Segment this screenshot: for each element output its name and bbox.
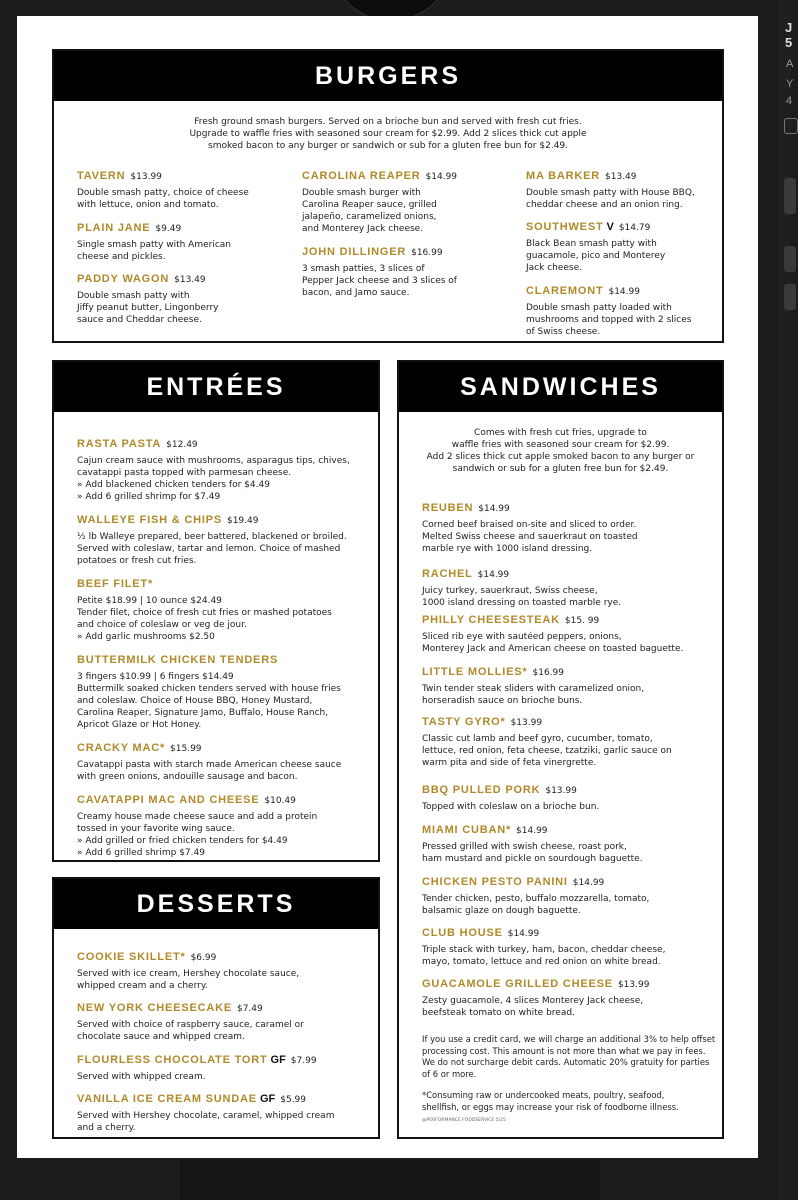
menu-item	[77, 998, 304, 1043]
item-description	[77, 455, 350, 503]
item-name: TAVERN	[77, 170, 126, 182]
description-line: Tender filet, choice of fresh cut fries or mashed potatoes	[77, 608, 332, 618]
bottom-shadow	[180, 1160, 600, 1200]
item-name: LITTLE MOLLIES*	[422, 666, 528, 678]
description-line: chocolate sauce and whipped cream.	[77, 1032, 245, 1042]
description-line: lettuce, red onion, feta cheese, tzatziki, garlic sauce on	[422, 746, 672, 756]
description-line: Double smash patty with House BBQ,	[526, 188, 695, 198]
description-line: Melted Swiss cheese and sauerkraut on toasted	[422, 532, 638, 542]
item-description	[526, 238, 665, 274]
description-line: Juicy turkey, sauerkraut, Swiss cheese,	[422, 586, 598, 596]
description-line: » Add blackened chicken tenders for $4.49	[77, 480, 270, 490]
description-line: and coleslaw. Choice of House BBQ, Honey Mustard,	[77, 696, 313, 706]
description-line: Double smash patty, choice of cheese	[77, 188, 249, 198]
item-price: $13.99	[617, 980, 650, 990]
item-price: $14.99	[516, 826, 548, 836]
description-line: Pressed grilled with swish cheese, roast pork,	[422, 842, 627, 852]
description-line: cheese and pickles.	[77, 252, 166, 262]
item-description	[526, 187, 695, 211]
item-description	[422, 733, 672, 769]
menu-item	[77, 434, 350, 503]
sandwiches-intro	[399, 427, 722, 475]
description-line: Served with whipped cream.	[77, 1072, 206, 1082]
item-name: PADDY WAGON	[77, 273, 170, 285]
description-line: Double smash patty loaded with	[526, 303, 672, 313]
side-button[interactable]	[784, 246, 796, 272]
item-heading	[77, 1050, 317, 1068]
description-line: 1000 island dressing on toasted marble rye.	[422, 598, 622, 608]
menu-item	[422, 712, 672, 769]
menu-item	[526, 217, 665, 274]
side-icon[interactable]	[784, 118, 798, 134]
description-line: guacamole, pico and Monterey	[526, 251, 666, 261]
description-line: Served with ice cream, Hershey chocolate sauce,	[77, 969, 300, 979]
item-price: $14.99	[572, 878, 605, 888]
item-name: NEW YORK CHEESECAKE	[77, 1002, 232, 1014]
entrees-section	[52, 360, 380, 862]
item-heading	[77, 947, 299, 965]
description-line: and a cherry.	[77, 1123, 136, 1133]
intro-line: smoked bacon to any burger or sandwich or sub for a gluten free bun for $2.49.	[208, 141, 568, 151]
description-line: Jack cheese.	[526, 263, 583, 273]
menu-page	[17, 16, 758, 1158]
description-line: cheddar cheese and an onion ring.	[526, 200, 683, 210]
item-heading	[77, 998, 304, 1016]
description-line: Buttermilk soaked chicken tenders served with house fries	[77, 684, 341, 694]
description-line: warm pita and side of feta vinergrette.	[422, 758, 597, 768]
menu-item	[422, 610, 683, 655]
description-line: Monterey Jack and American cheese on toasted baguette.	[422, 644, 684, 654]
item-name: SOUTHWEST	[526, 221, 604, 233]
item-description	[77, 1071, 317, 1083]
diet-mark: V	[606, 221, 614, 233]
item-description	[422, 683, 644, 707]
item-name: WALLEYE FISH & CHIPS	[77, 514, 222, 526]
item-description	[77, 595, 332, 643]
item-price: $14.99	[477, 570, 510, 580]
item-price: $14.79	[618, 223, 651, 233]
item-name: TASTY GYRO*	[422, 716, 506, 728]
description-line: with green onions, andouille sausage and bacon.	[77, 772, 298, 782]
item-description	[77, 1110, 334, 1134]
menu-item	[302, 166, 457, 235]
description-line: cavatappi pasta topped with parmesan cheese.	[77, 468, 292, 478]
raw-food-warning	[422, 1090, 679, 1113]
description-line: Single smash patty with American	[77, 240, 232, 250]
menu-item	[77, 269, 219, 326]
description-line: mushrooms and topped with 2 slices	[526, 315, 692, 325]
item-heading	[422, 780, 599, 798]
item-name: RACHEL	[422, 568, 473, 580]
item-price: $16.99	[411, 248, 443, 258]
description-line: ham mustard and pickle on sourdough baguette.	[422, 854, 643, 864]
description-line: beefsteak tomato on white bread.	[422, 1008, 575, 1018]
item-description	[77, 968, 299, 992]
description-line: potatoes or fresh cut fries.	[77, 556, 197, 566]
item-heading	[422, 498, 638, 516]
item-price: $15.99	[170, 744, 202, 754]
item-heading	[302, 166, 457, 184]
item-heading	[526, 281, 691, 299]
burgers-section	[52, 49, 724, 343]
side-button[interactable]	[784, 178, 796, 214]
item-price: $10.49	[264, 796, 296, 806]
credit-card-note	[422, 1034, 715, 1080]
item-heading	[302, 242, 457, 260]
item-name: PHILLY CHEESESTEAK	[422, 614, 560, 626]
item-price: $6.99	[190, 953, 217, 963]
item-description	[422, 631, 683, 655]
item-heading	[422, 820, 643, 838]
description-line: 3 smash patties, 3 slices of	[302, 264, 425, 274]
description-line: Topped with coleslaw on a brioche bun.	[422, 802, 600, 812]
item-description	[77, 759, 341, 783]
menu-item	[77, 790, 317, 859]
description-line: Sliced rib eye with sautéed peppers, onions,	[422, 632, 622, 642]
description-line: mayo, tomato, lettuce and red onion on white bread.	[422, 957, 661, 967]
item-description	[77, 671, 341, 731]
item-name: CAVATAPPI MAC AND CHEESE	[77, 794, 260, 806]
description-line: and Monterey Jack cheese.	[302, 224, 424, 234]
side-line: Y	[786, 78, 794, 90]
item-price: $13.99	[510, 718, 543, 728]
description-line: Cavatappi pasta with starch made American cheese sauce	[77, 760, 342, 770]
item-name: BUTTERMILK CHICKEN TENDERS	[77, 654, 279, 666]
item-description	[302, 263, 457, 299]
item-heading	[77, 1089, 334, 1107]
item-price: $14.99	[608, 287, 640, 297]
menu-item	[77, 947, 299, 992]
item-heading	[422, 564, 621, 582]
item-name: MIAMI CUBAN*	[422, 824, 512, 836]
note-line: *Consuming raw or undercooked meats, poultry, seafood,	[422, 1090, 665, 1100]
description-line: with lettuce, onion and tomato.	[77, 200, 219, 210]
description-line: Double smash patty with	[77, 291, 190, 301]
item-description	[77, 239, 231, 263]
note-line: shellfish, or eggs may increase your risk of foodborne illness.	[422, 1101, 679, 1112]
description-line: sauce and Cheddar cheese.	[77, 315, 202, 325]
menu-item	[526, 281, 691, 338]
description-line: » Add 6 grilled shrimp $7.49	[77, 848, 205, 858]
side-panel	[778, 0, 794, 1200]
item-price: $13.99	[545, 786, 577, 796]
item-price: $13.49	[174, 275, 206, 285]
description-line: balsamic glaze on dough baguette.	[422, 906, 581, 916]
item-price: $15. 99	[564, 616, 600, 626]
item-name: MA BARKER	[526, 170, 601, 182]
menu-item	[77, 510, 347, 567]
item-name: CHICKEN PESTO PANINI	[422, 876, 568, 888]
footer-credit: @PERFORMANCE FOODSERVICE 5/25	[422, 1118, 506, 1123]
description-line: Double smash burger with	[302, 188, 421, 198]
menu-item	[422, 564, 621, 609]
item-name: REUBEN	[422, 502, 474, 514]
item-name: COOKIE SKILLET*	[77, 951, 186, 963]
item-price: $14.99	[507, 929, 540, 939]
menu-item	[422, 872, 649, 917]
intro-line: waffle fries with seasoned sour cream for $2.99.	[451, 440, 670, 450]
description-line: Pepper Jack cheese and 3 slices of	[302, 276, 457, 286]
diet-mark: GF	[270, 1054, 286, 1066]
item-heading	[526, 166, 695, 184]
item-name: CLAREMONT	[526, 285, 604, 297]
note-line: If you use a credit card, we will charge an additional 3% to help offset	[422, 1034, 716, 1044]
item-name: BEEF FILET*	[77, 578, 154, 590]
item-heading	[422, 923, 665, 941]
desserts-title: DESSERTS	[54, 879, 378, 929]
item-name: CLUB HOUSE	[422, 927, 503, 939]
item-price: $7.99	[290, 1056, 317, 1066]
item-heading	[77, 650, 341, 668]
side-title: J	[785, 20, 793, 35]
description-line: Tender chicken, pesto, buffalo mozzarella, tomato,	[422, 894, 650, 904]
menu-item	[422, 820, 643, 865]
description-line: Carolina Reaper, Signature Jamo, Buffalo, House Ranch,	[77, 708, 329, 718]
menu-item	[422, 974, 649, 1019]
note-line: processing cost. This amount is not more than what we pay in fees.	[422, 1045, 706, 1056]
description-line: » Add grilled or fried chicken tenders for $4.49	[77, 836, 288, 846]
intro-line: Fresh ground smash burgers. Served on a brioche bun and served with fresh cut fries.	[194, 117, 582, 127]
item-description	[422, 801, 599, 813]
item-heading	[77, 218, 231, 236]
description-line: Creamy house made cheese sauce and add a protein	[77, 812, 318, 822]
item-name: CRACKY MAC*	[77, 742, 166, 754]
menu-item	[77, 218, 231, 263]
item-description	[77, 531, 347, 567]
item-description	[422, 995, 649, 1019]
item-heading	[77, 510, 347, 528]
item-heading	[422, 872, 649, 890]
note-line: of 6 or more.	[422, 1068, 477, 1079]
description-line: horseradish sauce on brioche buns.	[422, 696, 583, 706]
description-line: tossed in your favorite wing sauce.	[77, 824, 235, 834]
side-subtitle: 5	[785, 35, 793, 50]
intro-line: Add 2 slices thick cut apple smoked bacon to any burger or	[426, 452, 695, 462]
item-heading	[422, 662, 644, 680]
item-description	[77, 187, 249, 211]
description-line: 3 fingers $10.99 | 6 fingers $14.49	[77, 672, 234, 682]
description-line: Twin tender steak sliders with caramelized onion,	[422, 684, 645, 694]
item-heading	[77, 269, 219, 287]
side-line: A	[786, 58, 794, 70]
description-line: of Swiss cheese.	[526, 327, 601, 337]
item-description	[422, 893, 649, 917]
item-name: CAROLINA REAPER	[302, 170, 421, 182]
item-name: PLAIN JANE	[77, 222, 151, 234]
description-line: Petite $18.99 | 10 ounce $24.49	[77, 596, 222, 606]
item-heading	[77, 574, 332, 592]
item-name: GUACAMOLE GRILLED CHEESE	[422, 978, 613, 990]
description-line: Cajun cream sauce with mushrooms, asparagus tips, chives,	[77, 456, 350, 466]
item-price: $12.49	[166, 440, 198, 450]
description-line: Served with choice of raspberry sauce, caramel or	[77, 1020, 304, 1030]
description-line: Black Bean smash patty with	[526, 239, 657, 249]
description-line: marble rye with 1000 island dressing.	[422, 544, 593, 554]
item-heading	[77, 790, 317, 808]
menu-item	[77, 650, 341, 731]
side-line: 4	[786, 95, 793, 107]
item-name: FLOURLESS CHOCOLATE TORT	[77, 1054, 268, 1066]
item-name: BBQ PULLED PORK	[422, 784, 541, 796]
item-description	[77, 811, 317, 859]
description-line: whipped cream and a cherry.	[77, 981, 208, 991]
item-price: $9.49	[155, 224, 182, 234]
item-price: $13.99	[130, 172, 162, 182]
item-description	[77, 290, 219, 326]
description-line: jalapeño, caramelized onions,	[302, 212, 437, 222]
note-line: We do not surcharge debit cards. Automatic 20% gratuity for parties	[422, 1057, 710, 1067]
burgers-intro	[54, 116, 722, 152]
item-description	[422, 944, 665, 968]
item-heading	[77, 434, 350, 452]
item-heading	[77, 738, 341, 756]
item-heading	[77, 166, 249, 184]
description-line: Served with coleslaw, tartar and lemon. Choice of mashed	[77, 544, 341, 554]
item-heading	[422, 712, 672, 730]
item-heading	[422, 974, 649, 992]
item-description	[526, 302, 691, 338]
menu-item	[77, 166, 249, 211]
item-heading	[526, 217, 665, 235]
entrees-title: ENTRÉES	[54, 362, 378, 412]
item-description	[422, 519, 638, 555]
description-line: Corned beef braised on-site and sliced to order.	[422, 520, 637, 530]
burgers-title: BURGERS	[54, 51, 722, 101]
intro-line: Upgrade to waffle fries with seasoned sour cream for $2.99. Add 2 slices thick cut apple	[189, 129, 587, 139]
item-price: $5.99	[280, 1095, 306, 1105]
item-name: JOHN DILLINGER	[302, 246, 407, 258]
description-line: Triple stack with turkey, ham, bacon, cheddar cheese,	[422, 945, 666, 955]
menu-item	[77, 1089, 334, 1134]
description-line: Jiffy peanut butter, Lingonberry	[77, 303, 219, 313]
intro-line: sandwich or sub for a gluten free bun for $2.49.	[452, 464, 669, 474]
item-name: RASTA PASTA	[77, 438, 162, 450]
sandwiches-section	[397, 360, 724, 1139]
item-description	[302, 187, 457, 235]
description-line: Apricot Glaze or Hot Honey.	[77, 720, 202, 730]
menu-item	[422, 498, 638, 555]
desserts-section	[52, 877, 380, 1139]
item-description	[422, 841, 643, 865]
item-price: $19.49	[226, 516, 259, 526]
item-description	[77, 1019, 304, 1043]
description-line: » Add 6 grilled shrimp for $7.49	[77, 492, 221, 502]
item-name: VANILLA ICE CREAM SUNDAE	[77, 1093, 257, 1105]
item-description	[422, 585, 621, 609]
description-line: Zesty guacamole, 4 slices Monterey Jack cheese,	[422, 996, 644, 1006]
intro-line: Comes with fresh cut fries, upgrade to	[474, 428, 647, 438]
menu-item	[302, 242, 457, 299]
menu-item	[77, 1050, 317, 1083]
item-heading	[422, 610, 683, 628]
item-price: $7.49	[236, 1004, 263, 1014]
menu-item	[422, 780, 599, 813]
side-button[interactable]	[784, 284, 796, 310]
description-line: Carolina Reaper sauce, grilled	[302, 200, 437, 210]
description-line: » Add garlic mushrooms $2.50	[77, 632, 215, 642]
item-price: $14.99	[478, 504, 510, 514]
menu-item	[526, 166, 695, 211]
description-line: Served with Hershey chocolate, caramel, whipped cream	[77, 1111, 335, 1121]
menu-item	[422, 923, 665, 968]
description-line: and choice of coleslaw or veg de jour.	[77, 620, 247, 630]
menu-item	[422, 662, 644, 707]
description-line: bacon, and Jamo sauce.	[302, 288, 410, 298]
item-price: $13.49	[605, 172, 637, 182]
sandwiches-title: SANDWICHES	[399, 362, 722, 412]
item-price: $16.99	[532, 668, 564, 678]
item-price: $14.99	[425, 172, 458, 182]
diet-mark: GF	[259, 1093, 276, 1105]
description-line: Classic cut lamb and beef gyro, cucumber, tomato,	[422, 734, 653, 744]
menu-item	[77, 738, 341, 783]
description-line: ½ lb Walleye prepared, beer battered, blackened or broiled.	[77, 532, 347, 542]
menu-item	[77, 574, 332, 643]
